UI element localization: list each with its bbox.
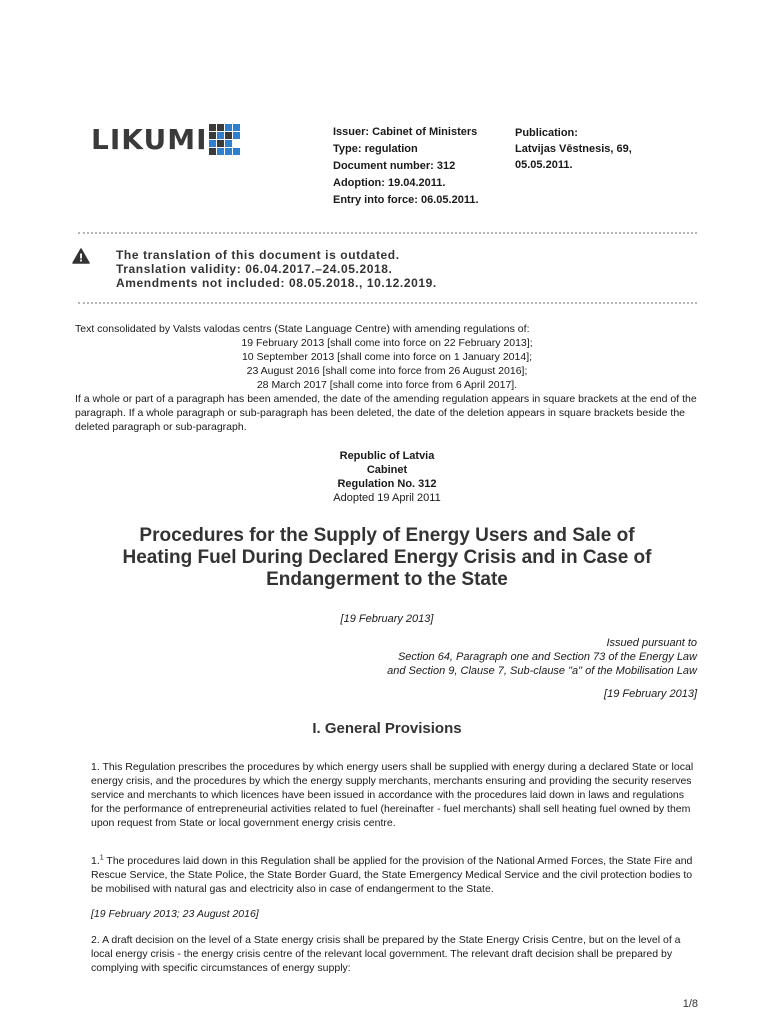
- amendment-item: 23 August 2016 [shall come into force from 26 August 2016];: [246, 365, 528, 377]
- paragraph-1: [75, 760, 699, 830]
- document-metadata: [333, 124, 479, 209]
- title-line-2: Heating Fuel During Declared Energy Crisis and in Case of: [122, 547, 652, 568]
- title-line-1: Procedures for the Supply of Energy Users and Sale of: [139, 525, 635, 546]
- page-number: 1/8: [682, 998, 698, 1010]
- publication-info: [515, 125, 632, 173]
- issued-line-1: Issued pursuant to: [606, 637, 697, 649]
- publication-label: Publication:: [515, 127, 578, 139]
- paragraph-2: [75, 933, 699, 975]
- amendment-item: 10 September 2013 [shall come into force on 1 January 2014];: [241, 351, 533, 363]
- divider: [78, 302, 697, 304]
- consolidation-intro: Text consolidated by Valsts valodas centrs (State Language Centre) with amending regulations of:: [75, 323, 530, 335]
- logo-text: LIKUMI: [91, 122, 208, 156]
- notice-line-1: The translation of this document is outdated.: [116, 248, 400, 262]
- amendment-date-text: [19 February 2013; 23 August 2016]: [91, 908, 259, 920]
- notice-line-3: Amendments not included: 08.05.2018., 10.12.2019.: [116, 276, 437, 290]
- document-title: [75, 525, 699, 591]
- issued-pursuant: [75, 636, 697, 678]
- regulation-number: Regulation No. 312: [337, 478, 437, 490]
- document-type: Type: regulation: [333, 143, 418, 155]
- paragraph-text: 2. A draft decision on the level of a State energy crisis shall be prepared by the State Energy Crisis Centre, but on the level of a local energy crisis - the energy crisis centre of the relevant local government. The relevant draft decision shall be prepared by complying with specific circumstances of energy supply:: [91, 934, 681, 974]
- issued-line-2: Section 64, Paragraph one and Section 73 of the Energy Law: [397, 651, 697, 663]
- issued-line-3: and Section 9, Clause 7, Sub-clause "a" of the Mobilisation Law: [387, 665, 697, 677]
- paragraph-superscript: 1: [99, 854, 104, 862]
- publication-line-2: 05.05.2011.: [515, 159, 573, 171]
- regulation-header: [75, 449, 699, 505]
- adoption-date: Adoption: 19.04.2011.: [333, 177, 446, 189]
- notice-line-2: Translation validity: 06.04.2017.–24.05.2018.: [116, 262, 393, 276]
- issued-amendment-date: [19 February 2013]: [604, 688, 697, 700]
- consolidation-info: [75, 322, 699, 434]
- consolidation-note: If a whole or part of a paragraph has been amended, the date of the amending regulation appears in square brackets at the end of the paragraph. If a whole paragraph or sub-paragraph has been deleted, the date of the deletion appears in square brackets beside the deleted paragraph or sub-paragraph.: [75, 393, 697, 433]
- warning-icon: [72, 248, 90, 264]
- title-amendment-date: [19 February 2013]: [340, 613, 434, 625]
- section-title: I. General Provisions: [312, 720, 462, 737]
- outdated-translation-notice: [116, 248, 437, 290]
- issuer: Issuer: Cabinet of Ministers: [333, 126, 478, 138]
- adopted-date: Adopted 19 April 2011: [333, 492, 441, 504]
- document-number: Document number: 312: [333, 160, 456, 172]
- paragraph-1-1: [75, 854, 699, 896]
- paragraph-amendment-date: [75, 907, 699, 921]
- paragraph-text: [75, 854, 699, 896]
- entry-into-force: Entry into force: 06.05.2011.: [333, 194, 479, 206]
- republic: Republic of Latvia: [339, 450, 435, 462]
- paragraph-text: 1. This Regulation prescribes the procedures by which energy users shall be supplied with energy during a declared State or local energy crisis, and the procedures by which the energy supply merchants, merchants ensuring and providing the security reserves service and merchants to which licences have been issued in accordance with the procedures laid down in laws and regulations for the performance of entrepreneurial activities related to fuel (hereinafter - fuel merchants) shall sell heating fuel owned by them upon request from State or local government energy crisis centre.: [91, 761, 694, 829]
- amendment-item: 19 February 2013 [shall come into force on 22 February 2013];: [241, 337, 533, 349]
- divider: [78, 232, 697, 234]
- amendment-item: 28 March 2017 [shall come into force from 6 April 2017].: [256, 379, 518, 391]
- title-line-3: Endangerment to the State: [266, 569, 508, 590]
- logo-mark-icon: [209, 124, 240, 155]
- paragraph-number: 1.: [91, 855, 100, 867]
- cabinet: Cabinet: [366, 464, 408, 476]
- publication-line-1: Latvijas Vēstnesis, 69,: [515, 143, 632, 155]
- likumi-logo[interactable]: [91, 124, 240, 155]
- paragraph-body: The procedures laid down in this Regulation shall be applied for the provision of the National Armed Forces, the State Fire and Rescue Service, the State Police, the State Border Guard, the State Emergency Medical Service and the civil protection bodies to be mobilised with natural gas and electricity also in case of endangerment to the State.: [91, 855, 693, 895]
